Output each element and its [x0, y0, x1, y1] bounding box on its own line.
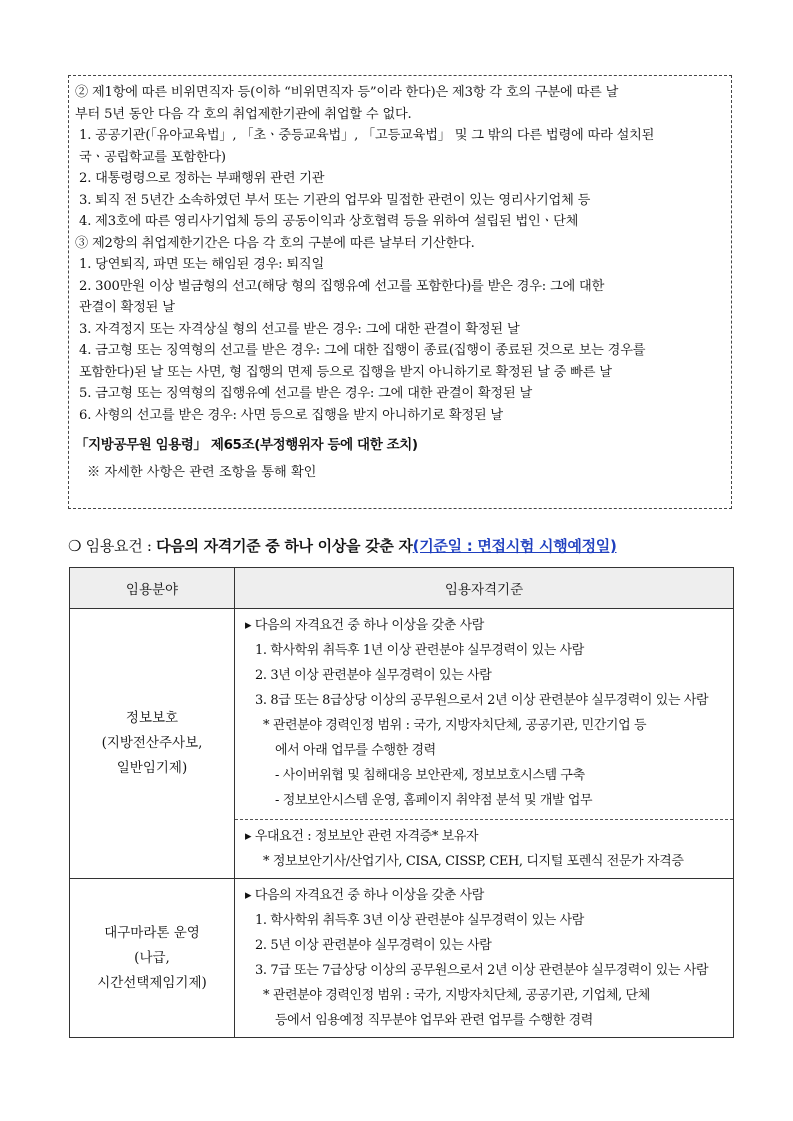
law-line: 3. 퇴직 전 5년간 소속하였던 부서 또는 기관의 업무와 밀접한 관련이 있는 영리사기업체 등 — [79, 192, 591, 208]
law-note: ※ 자세한 사항은 관련 조항을 통해 확인 — [87, 465, 317, 480]
header-field: 임용분야 — [70, 568, 235, 609]
law-line: 2. 대통령령으로 정하는 부패행위 관련 기관 — [79, 171, 325, 186]
header-criteria: 임용자격기준 — [235, 568, 734, 609]
law-line: 6. 사형의 선고를 받은 경우: 사면 등으로 집행을 받지 아니하기로 확정된 날 — [79, 407, 503, 423]
table-header-row — [70, 568, 734, 609]
law-line: 부터 5년 동안 다음 각 호의 취업제한기관에 취업할 수 없다. — [75, 106, 412, 122]
criteria-line: 1. 학사학위 취득후 3년 이상 관련분야 실무경력이 있는 사람 — [255, 913, 584, 928]
law-line: 관결이 확정된 날 — [79, 300, 175, 315]
heading-bold-text: 다음의 자격기준 중 하나 이상을 갖춘 자 — [156, 537, 413, 555]
criteria-line: ▸ 다음의 자격요건 중 하나 이상을 갖춘 사람 — [245, 618, 484, 633]
field-cell — [70, 879, 235, 1038]
field-line: 시간선택제임기제) — [97, 974, 207, 991]
law-line: 국ㆍ공립학교를 포함한다) — [79, 149, 226, 165]
heading-reference-date: (기준일 : 면접시험 시행예정일) — [412, 537, 617, 555]
heading-label: 임용요건 : — [85, 537, 152, 555]
preferred-line: ▸ 우대요건 : 정보보안 관련 자격증* 보유자 — [245, 829, 479, 844]
criteria-line: 에서 아래 업무를 수행한 경력 — [275, 743, 436, 758]
law-line: 1. 공공기관(「유아교육법」, 「초ㆍ중등교육법」, 「고등교육법」 및 그 밖의 다른 법령에 따라 설치된 — [79, 128, 655, 143]
criteria-line: 2. 5년 이상 관련분야 실무경력이 있는 사람 — [255, 938, 492, 953]
law-line: ③ 제2항의 취업제한기간은 다음 각 호의 구분에 따른 날부터 기산한다. — [75, 235, 475, 251]
criteria-line: - 정보보안시스템 운영, 홈페이지 취약점 분석 및 개발 업무 — [275, 793, 593, 808]
law-line: 포함한다)된 날 또는 사면, 형 집행의 면제 등으로 집행을 받지 아니하기로 확정된 날 중 빠른 날 — [79, 364, 612, 380]
requirements-table — [69, 567, 734, 1038]
criteria-cell — [235, 879, 734, 1038]
law-line: 2. 300만원 이상 벌금형의 선고(해당 형의 집행유예 선고를 포함한다)를 받은 경우: 그에 대한 — [79, 278, 605, 294]
dashed-divider — [235, 819, 733, 820]
law-excerpt-box — [68, 75, 732, 509]
criteria-line: - 사이버위협 및 침해대응 보안관제, 정보보호시스템 구축 — [275, 768, 585, 783]
criteria-line: 등에서 임용예정 직무분야 업무와 관련 업무를 수행한 경력 — [275, 1013, 593, 1028]
field-line: (지방전산주사보, — [101, 735, 203, 751]
requirements-heading — [68, 535, 768, 556]
law-line: 5. 금고형 또는 징역형의 집행유예 선고를 받은 경우: 그에 대한 관결이 확정된 날 — [79, 386, 533, 401]
criteria-line: 1. 학사학위 취득후 1년 이상 관련분야 실무경력이 있는 사람 — [255, 643, 584, 658]
table-row — [70, 609, 734, 879]
law-line: ② 제1항에 따른 비위면직자 등(이하 “비위면직자 등”이라 한다)은 제3항 각 호의 구분에 따른 날 — [75, 85, 619, 100]
bullet-circle-icon: ❍ — [68, 537, 82, 555]
law-line: 3. 자격정지 또는 자격상실 형의 선고를 받은 경우: 그에 대한 관결이 확정된 날 — [79, 321, 520, 337]
criteria-line: * 관련분야 경력인정 범위 : 국가, 지방자치단체, 공공기관, 민간기업 등 — [263, 718, 647, 733]
field-cell — [70, 609, 235, 879]
criteria-line: * 관련분야 경력인정 범위 : 국가, 지방자치단체, 공공기관, 기업체, 단체 — [263, 988, 650, 1003]
law-line: 4. 제3호에 따른 영리사기업체 등의 공동이익과 상호협력 등을 위하여 설립된 법인ㆍ단체 — [79, 214, 579, 229]
field-line: 정보보호 — [125, 710, 179, 726]
law-line: 4. 금고형 또는 징역형의 선고를 받은 경우: 그에 대한 집행이 종료(집행이 종료된 것으로 보는 경우를 — [79, 343, 646, 358]
table-row — [70, 879, 734, 1038]
criteria-line: ▸ 다음의 자격요건 중 하나 이상을 갖춘 사람 — [245, 888, 484, 903]
field-line: 대구마라톤 운영 — [104, 924, 200, 941]
criteria-line: 3. 7급 또는 7급상당 이상의 공무원으로서 2년 이상 관련분야 실무경력이 있는 사람 — [255, 963, 709, 978]
criteria-line: 3. 8급 또는 8급상당 이상의 공무원으로서 2년 이상 관련분야 실무경력이 있는 사람 — [255, 693, 709, 708]
criteria-cell — [235, 609, 734, 879]
criteria-line: 2. 3년 이상 관련분야 실무경력이 있는 사람 — [255, 668, 492, 683]
field-line: (나급, — [134, 949, 170, 966]
field-line: 일반임기제) — [116, 760, 188, 776]
law-title: 「지방공무원 임용령」 제65조(부정행위자 등에 대한 조치) — [75, 437, 418, 453]
law-line: 1. 당연퇴직, 파면 또는 해임된 경우: 퇴직일 — [79, 257, 324, 272]
preferred-line: * 정보보안기사/산업기사, CISA, CISSP, CEH, 디지털 포렌식 전문가 자격증 — [263, 854, 684, 869]
